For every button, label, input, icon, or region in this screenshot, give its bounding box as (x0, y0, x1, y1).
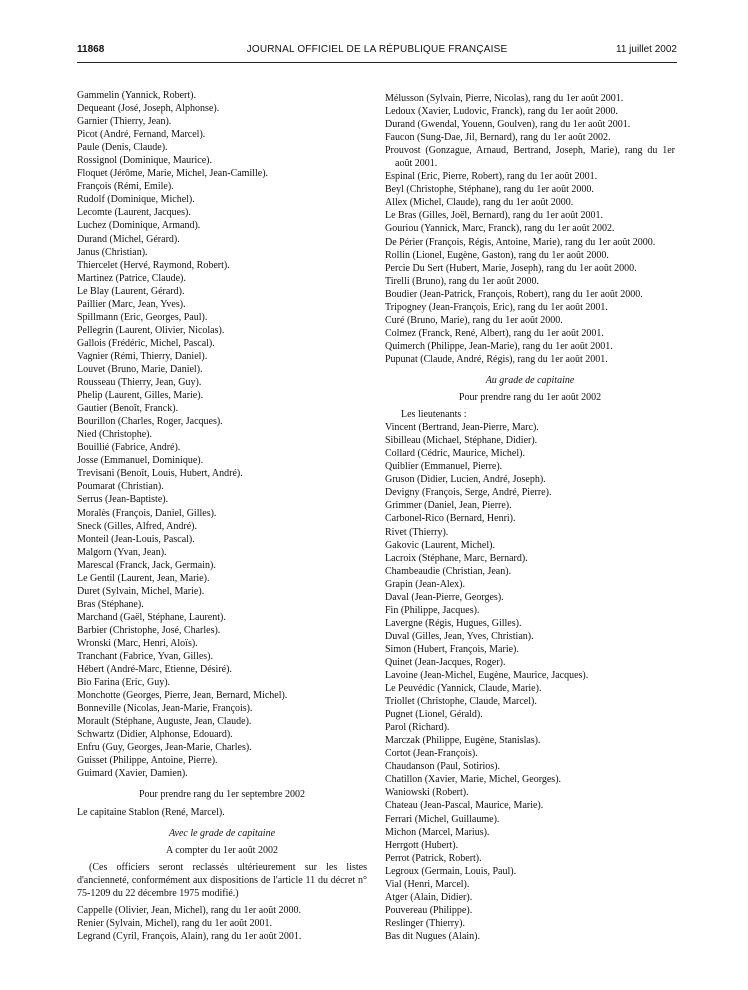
name-entry: Legroux (Germain, Louis, Paul). (385, 865, 517, 877)
rank-entry: Percie Du Sert (Hubert, Marie, Joseph), rang du 1er août 2000. (385, 262, 637, 274)
name-entry: Lecomte (Laurent, Jacques). (77, 207, 191, 219)
section-heading-avec: Avec le grade de capitaine (168, 827, 276, 839)
name-entry: Spillmann (Eric, Georges, Paul). (77, 311, 208, 323)
name-entry: Trevisani (Benoît, Louis, Hubert, André). (77, 468, 243, 480)
rank-entry: Espinal (Eric, Pierre, Robert), rang du 1er août 2001. (385, 171, 598, 183)
name-entry: Malgorn (Yvan, Jean). (77, 546, 167, 558)
name-entry: Thiercelet (Hervé, Raymond, Robert). (77, 259, 230, 271)
name-entry: Rousseau (Thierry, Jean, Guy). (77, 377, 202, 389)
name-entry: Phelip (Laurent, Gilles, Marie). (77, 390, 204, 402)
name-entry: Wronski (Marc, Henri, Aloïs). (77, 637, 198, 649)
name-entry: Cortot (Jean-François). (385, 748, 478, 760)
name-entry: Garnier (Thierry, Jean). (77, 116, 172, 128)
name-entry: Sneck (Gilles, Alfred, André). (77, 520, 197, 532)
rank-entry: Boudier (Jean-Patrick, François, Robert), rang du 1er août 2000. (385, 288, 643, 300)
name-entry: Floquet (Jérôme, Marie, Michel, Jean-Camille). (77, 168, 269, 180)
name-entry: Guimard (Xavier, Damien). (77, 768, 188, 780)
name-entry: François (Rémi, Emile). (77, 181, 174, 193)
name-entry: Josse (Emmanuel, Dominique). (77, 455, 204, 467)
rank-entry: Ledoux (Xavier, Ludovic, Franck), rang du 1er août 2000. (385, 106, 618, 118)
name-entry: Carbonel-Rico (Bernard, Henri). (385, 513, 516, 525)
name-entry: Gakovic (Laurent, Michel). (385, 539, 495, 551)
name-entry: Durand (Michel, Gérard). (77, 233, 180, 245)
name-entry: Rivet (Thierry). (385, 526, 449, 538)
rank-entry: Allex (Michel, Claude), rang du 1er août 2000. (385, 197, 574, 209)
name-entry: Gruson (Didier, Lucien, André, Joseph). (385, 474, 546, 486)
name-entry: Grimmer (Daniel, Jean, Pierre). (385, 500, 512, 512)
name-entry: Vagnier (Rémi, Thierry, Daniel). (77, 350, 208, 362)
lieutenant-name-list (385, 421, 675, 943)
name-entry: Chambeaudie (Christian, Jean). (385, 565, 512, 577)
section-subheading-capitaine: Pour prendre rang du 1er août 2002 (458, 392, 602, 404)
rank-entry: Rollin (Lionel, Eugène, Gaston), rang du 1er août 2000. (385, 249, 609, 261)
name-entry: Collard (Cédric, Maurice, Michel). (385, 448, 525, 460)
rank-entry: Pupunat (Claude, André, Régis), rang du 1er août 2001. (385, 353, 608, 365)
section-heading-capitaine: Au grade de capitaine (485, 374, 575, 386)
rank-entry: Gouriou (Yannick, Marc, Franck), rang du 1er août 2002. (385, 223, 615, 235)
rank-entry: Tripogney (Jean-François, Eric), rang du 1er août 2001. (385, 301, 608, 313)
name-entry: Barbier (Christophe, José, Charles). (77, 624, 221, 636)
name-entry: Bourillon (Charles, Roger, Jacques). (77, 416, 223, 428)
rank-entry: Curé (Bruno, Marie), rang du 1er août 2000. (385, 314, 563, 326)
name-entry: Lacroix (Stéphane, Marc, Bernard). (385, 552, 528, 564)
name-entry: Nied (Christophe). (77, 429, 152, 441)
name-entry: Rossignol (Dominique, Maurice). (77, 155, 212, 167)
name-entry: Pellegrin (Laurent, Olivier, Nicolas). (77, 324, 225, 336)
name-entry: Pouvereau (Philippe). (385, 904, 473, 916)
name-entry: Lavergne (Régis, Hugues, Gilles). (385, 617, 522, 629)
name-entry: Bio Farina (Eric, Guy). (77, 677, 171, 689)
stablon-entry: Le capitaine Stablon (René, Marcel). (77, 806, 225, 818)
publication-date: 11 juillet 2002 (616, 44, 677, 55)
section-heading-sept: Pour prendre rang du 1er septembre 2002 (138, 789, 306, 801)
rank-entry: Prouvost (Gonzague, Arnaud, Bertrand, Joseph, Marie), rang du 1er août 2001. (385, 145, 675, 170)
name-entry: Sibilleau (Michael, Stéphane, Didier). (385, 435, 538, 447)
rank-entry: Durand (Gwendal, Youenn, Goulven), rang du 1er août 2001. (385, 119, 631, 131)
header-rule (77, 62, 677, 63)
name-entry: Perrot (Patrick, Robert). (385, 852, 482, 864)
name-entry: Janus (Christian). (77, 246, 148, 258)
name-entry: Rudolf (Dominique, Michel). (77, 194, 195, 206)
rank-entry: Le Bras (Gilles, Joël, Bernard), rang du 1er août 2001. (385, 210, 603, 222)
name-entry: Guisset (Philippe, Antoine, Pierre). (77, 755, 218, 767)
lieutenants-label: Les lieutenants : (401, 409, 467, 421)
section-subheading-avec: A compter du 1er août 2002 (166, 844, 278, 856)
rank-entry: Renier (Sylvain, Michel), rang du 1er août 2001. (77, 917, 272, 929)
name-entry: Waniowski (Robert). (385, 787, 469, 799)
rank-entry: Mélusson (Sylvain, Pierre, Nicolas), rang du 1er août 2001. (385, 93, 624, 104)
name-entry: Devigny (François, Serge, André, Pierre). (385, 487, 552, 499)
page-number: 11868 (77, 44, 105, 55)
rank-entry: De Périer (François, Régis, Antoine, Marie), rang du 1er août 2000. (385, 236, 656, 248)
name-entry: Gammelin (Yannick, Robert). (77, 90, 196, 101)
name-entry: Duval (Gilles, Jean, Yves, Christian). (385, 630, 534, 642)
name-entry: Bouillié (Fabrice, André). (77, 442, 181, 454)
name-entry: Grapin (Jean-Alex). (385, 578, 465, 590)
name-entry: Picot (André, Fernand, Marcel). (77, 129, 206, 141)
name-entry: Simon (Hubert, François, Marie). (385, 643, 519, 655)
name-entry: Lavoine (Jean-Michel, Eugène, Maurice, Jacques). (385, 670, 589, 682)
name-entry: Herrgott (Hubert). (385, 839, 459, 851)
name-entry: Hébert (André-Marc, Etienne, Désiré). (77, 664, 232, 676)
name-entry: Paillier (Marc, Jean, Yves). (77, 298, 186, 310)
name-entry: Atger (Alain, Didier). (385, 891, 473, 903)
name-entry: Martinez (Patrice, Claude). (77, 272, 186, 284)
name-entry: Vial (Henri, Marcel). (385, 878, 470, 890)
name-entry: Tranchant (Fabrice, Yvan, Gilles). (77, 651, 214, 663)
rank-entry: Faucon (Sung-Dae, Jil, Bernard), rang du 1er août 2002. (385, 132, 611, 144)
name-entry: Le Gentil (Laurent, Jean, Marie). (77, 572, 210, 584)
name-entry: Quinet (Jean-Jacques, Roger). (385, 656, 506, 668)
name-entry: Daval (Jean-Pierre, Georges). (385, 591, 504, 603)
name-entry: Bonneville (Nicolas, Jean-Marie, François). (77, 703, 253, 715)
name-entry: Le Blay (Laurent, Gérard). (77, 285, 185, 297)
name-entry: Chaudanson (Paul, Sotirios). (385, 761, 500, 773)
name-entry: Duret (Sylvain, Michel, Marie). (77, 585, 205, 597)
name-entry: Moralès (François, Daniel, Gilles). (77, 507, 217, 519)
rank-entry: Colmez (Franck, René, Albert), rang du 1er août 2001. (385, 327, 604, 339)
rang-entry-list (385, 92, 675, 366)
name-list (77, 89, 367, 780)
name-entry: Bas dit Nugues (Alain). (385, 930, 480, 942)
name-entry: Marchand (Gaël, Stéphane, Laurent). (77, 611, 226, 623)
name-entry: Fin (Philippe, Jacques). (385, 604, 480, 616)
name-entry: Gallois (Frédéric, Michel, Pascal). (77, 337, 215, 349)
journal-title: JOURNAL OFFICIEL DE LA RÉPUBLIQUE FRANÇAISE (246, 44, 508, 55)
name-entry: Michon (Marcel, Marius). (385, 826, 490, 838)
name-entry: Triollet (Christophe, Claude, Marcel). (385, 696, 537, 708)
name-entry: Louvet (Bruno, Marie, Daniel). (77, 363, 203, 375)
name-entry: Bras (Stéphane). (77, 598, 144, 610)
name-entry: Marczak (Philippe, Eugène, Stanislas). (385, 735, 541, 747)
name-entry: Poumarat (Christian). (77, 481, 164, 493)
name-entry: Pugnet (Lionel, Gérald). (385, 709, 483, 721)
name-entry: Marescal (Franck, Jack, Germain). (77, 559, 216, 571)
name-entry: Parol (Richard). (385, 722, 450, 734)
name-entry: Morault (Stéphane, Auguste, Jean, Claude). (77, 716, 252, 728)
rank-entry: Quimerch (Philippe, Jean-Marie), rang du 1er août 2001. (385, 340, 613, 352)
name-entry: Serrus (Jean-Baptiste). (77, 494, 169, 506)
name-entry: Luchez (Dominique, Armand). (77, 220, 201, 232)
right-column (385, 92, 675, 943)
rank-entry: Tirelli (Bruno), rang du 1er août 2000. (385, 275, 540, 287)
name-entry: Schwartz (Didier, Alphonse, Edouard). (77, 729, 233, 741)
left-column (77, 89, 367, 943)
rank-entry: Beyl (Christophe, Stéphane), rang du 1er août 2000. (385, 184, 594, 196)
page-header (77, 44, 677, 58)
name-entry: Vincent (Bertrand, Jean-Pierre, Marc). (385, 422, 539, 434)
name-entry: Ferrari (Michel, Guillaume). (385, 813, 500, 825)
name-entry: Gautier (Benoît, Franck). (77, 403, 179, 415)
name-entry: Chateau (Jean-Pascal, Maurice, Marie). (385, 800, 544, 812)
name-entry: Paule (Denis, Claude). (77, 142, 168, 154)
name-entry: Monteil (Jean-Louis, Pascal). (77, 533, 195, 545)
rank-entry: Cappelle (Olivier, Jean, Michel), rang du 1er août 2000. (77, 904, 301, 916)
reclassification-note: (Ces officiers seront reclassés ultérieurement sur les listes d'ancienneté, conformément aux dispositions de l'article 11 du décret n° 75-1209 du 22 décembre 1975 modifié.) (77, 861, 367, 899)
name-entry: Quiblier (Emmanuel, Pierre). (385, 461, 503, 473)
name-entry: Reslinger (Thierry). (385, 917, 465, 929)
name-entry: Le Peuvédic (Yannick, Claude, Marie). (385, 683, 542, 695)
name-entry: Monchotte (Georges, Pierre, Jean, Bernard, Michel). (77, 690, 288, 702)
rank-entry: Legrand (Cyril, François, Alain), rang du 1er août 2001. (77, 930, 302, 942)
name-entry: Chatillon (Xavier, Marie, Michel, Georges). (385, 774, 562, 786)
name-entry: Dequeant (José, Joseph, Alphonse). (77, 103, 220, 115)
name-entry: Enfru (Guy, Georges, Jean-Marie, Charles). (77, 742, 252, 754)
avec-entry-list (77, 904, 367, 943)
